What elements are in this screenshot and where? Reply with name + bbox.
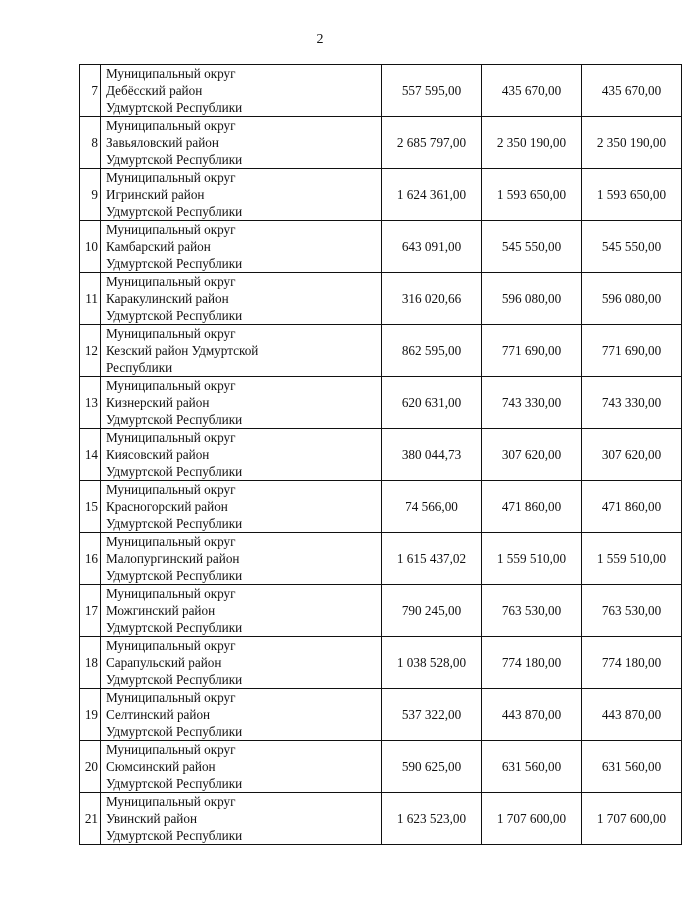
amount-year-2: 743 330,00 (482, 377, 582, 429)
amount-year-1: 862 595,00 (382, 325, 482, 377)
row-number: 18 (80, 637, 101, 689)
amount-year-1: 537 322,00 (382, 689, 482, 741)
amount-year-2: 545 550,00 (482, 221, 582, 273)
amount-year-3: 743 330,00 (582, 377, 682, 429)
municipality-name-line: Сарапульский район (106, 655, 222, 670)
amount-year-1: 620 631,00 (382, 377, 482, 429)
amount-year-3: 435 670,00 (582, 65, 682, 117)
row-number: 8 (80, 117, 101, 169)
municipality-name-line: Кизнерский район (106, 395, 210, 410)
municipality-name-line: Удмуртской Республики (106, 100, 243, 115)
municipality-name-line: Муниципальный округ (106, 586, 236, 601)
amount-year-2: 2 350 190,00 (482, 117, 582, 169)
amount-year-2: 443 870,00 (482, 689, 582, 741)
row-number: 10 (80, 221, 101, 273)
amount-year-3: 1 707 600,00 (582, 793, 682, 845)
amount-year-3: 631 560,00 (582, 741, 682, 793)
row-number: 15 (80, 481, 101, 533)
table-row (80, 585, 682, 637)
amount-year-2: 774 180,00 (482, 637, 582, 689)
municipality-name (101, 533, 382, 585)
municipality-name (101, 221, 382, 273)
table-row (80, 117, 682, 169)
table-row (80, 689, 682, 741)
amount-year-2: 631 560,00 (482, 741, 582, 793)
municipality-name-line: Муниципальный округ (106, 66, 236, 81)
municipality-name-line: Завьяловский район (106, 135, 219, 150)
municipality-name-line: Муниципальный округ (106, 638, 236, 653)
amount-year-3: 2 350 190,00 (582, 117, 682, 169)
amount-year-1: 790 245,00 (382, 585, 482, 637)
table-row (80, 429, 682, 481)
amount-year-1: 316 020,66 (382, 273, 482, 325)
municipality-name (101, 481, 382, 533)
amount-year-2: 435 670,00 (482, 65, 582, 117)
row-number: 14 (80, 429, 101, 481)
municipality-name-line: Муниципальный округ (106, 430, 236, 445)
row-number: 16 (80, 533, 101, 585)
amount-year-3: 1 559 510,00 (582, 533, 682, 585)
row-number: 20 (80, 741, 101, 793)
amount-year-2: 771 690,00 (482, 325, 582, 377)
municipality-name-line: Республики (106, 360, 173, 375)
row-number: 7 (80, 65, 101, 117)
municipality-name-line: Муниципальный округ (106, 378, 236, 393)
amount-year-1: 557 595,00 (382, 65, 482, 117)
amount-year-2: 1 593 650,00 (482, 169, 582, 221)
amount-year-1: 643 091,00 (382, 221, 482, 273)
amount-year-2: 307 620,00 (482, 429, 582, 481)
amount-year-1: 380 044,73 (382, 429, 482, 481)
row-number: 17 (80, 585, 101, 637)
municipality-name-line: Удмуртской Республики (106, 568, 243, 583)
municipality-name-line: Удмуртской Республики (106, 724, 243, 739)
table-row (80, 65, 682, 117)
budget-table (79, 64, 682, 845)
municipality-name (101, 325, 382, 377)
amount-year-1: 590 625,00 (382, 741, 482, 793)
row-number: 19 (80, 689, 101, 741)
municipality-name-line: Дебёсский район (106, 83, 203, 98)
municipality-name-line: Камбарский район (106, 239, 211, 254)
municipality-name (101, 377, 382, 429)
table-row (80, 637, 682, 689)
table-body (80, 65, 682, 845)
municipality-name (101, 65, 382, 117)
municipality-name (101, 689, 382, 741)
row-number: 13 (80, 377, 101, 429)
row-number: 11 (80, 273, 101, 325)
municipality-name-line: Кезский район Удмуртской (106, 343, 259, 358)
amount-year-1: 1 038 528,00 (382, 637, 482, 689)
table-row (80, 221, 682, 273)
amount-year-3: 471 860,00 (582, 481, 682, 533)
amount-year-1: 1 624 361,00 (382, 169, 482, 221)
municipality-name-line: Удмуртской Республики (106, 308, 243, 323)
municipality-name (101, 429, 382, 481)
municipality-name-line: Муниципальный округ (106, 118, 236, 133)
municipality-name-line: Игринский район (106, 187, 205, 202)
municipality-name-line: Муниципальный округ (106, 170, 236, 185)
amount-year-2: 1 707 600,00 (482, 793, 582, 845)
amount-year-3: 307 620,00 (582, 429, 682, 481)
municipality-name-line: Удмуртской Республики (106, 828, 243, 843)
municipality-name-line: Киясовский район (106, 447, 210, 462)
municipality-name-line: Муниципальный округ (106, 742, 236, 757)
amount-year-2: 596 080,00 (482, 273, 582, 325)
amount-year-3: 443 870,00 (582, 689, 682, 741)
table-row (80, 377, 682, 429)
municipality-name-line: Можгинский район (106, 603, 216, 618)
municipality-name-line: Удмуртской Республики (106, 620, 243, 635)
amount-year-2: 763 530,00 (482, 585, 582, 637)
municipality-name-line: Удмуртской Республики (106, 204, 243, 219)
municipality-name-line: Селтинский район (106, 707, 211, 722)
table-row (80, 533, 682, 585)
amount-year-2: 1 559 510,00 (482, 533, 582, 585)
municipality-name-line: Муниципальный округ (106, 534, 236, 549)
municipality-name-line: Удмуртской Республики (106, 516, 243, 531)
amount-year-3: 596 080,00 (582, 273, 682, 325)
municipality-name-line: Малопургинский район (106, 551, 240, 566)
amount-year-1: 74 566,00 (382, 481, 482, 533)
municipality-name-line: Муниципальный округ (106, 274, 236, 289)
table-row (80, 793, 682, 845)
municipality-name (101, 117, 382, 169)
amount-year-1: 2 685 797,00 (382, 117, 482, 169)
table-row (80, 169, 682, 221)
amount-year-1: 1 623 523,00 (382, 793, 482, 845)
municipality-name-line: Муниципальный округ (106, 482, 236, 497)
table-row (80, 325, 682, 377)
municipality-name (101, 169, 382, 221)
row-number: 12 (80, 325, 101, 377)
table-row (80, 273, 682, 325)
municipality-name-line: Сюмсинский район (106, 759, 216, 774)
municipality-name-line: Каракулинский район (106, 291, 229, 306)
row-number: 21 (80, 793, 101, 845)
municipality-name (101, 637, 382, 689)
municipality-name (101, 741, 382, 793)
municipality-name (101, 585, 382, 637)
page-number: 2 (316, 32, 324, 47)
municipality-name-line: Муниципальный округ (106, 794, 236, 809)
amount-year-3: 763 530,00 (582, 585, 682, 637)
table-row (80, 481, 682, 533)
table-row (80, 741, 682, 793)
amount-year-1: 1 615 437,02 (382, 533, 482, 585)
amount-year-3: 774 180,00 (582, 637, 682, 689)
municipality-name-line: Муниципальный округ (106, 222, 236, 237)
row-number: 9 (80, 169, 101, 221)
municipality-name (101, 793, 382, 845)
municipality-name-line: Удмуртской Республики (106, 152, 243, 167)
municipality-name-line: Удмуртской Республики (106, 412, 243, 427)
amount-year-3: 771 690,00 (582, 325, 682, 377)
municipality-name-line: Удмуртской Республики (106, 256, 243, 271)
municipality-name-line: Удмуртской Республики (106, 464, 243, 479)
amount-year-2: 471 860,00 (482, 481, 582, 533)
municipality-name-line: Удмуртской Республики (106, 776, 243, 791)
municipality-name-line: Муниципальный округ (106, 326, 236, 341)
municipality-name-line: Увинский район (106, 811, 198, 826)
municipality-name-line: Красногорский район (106, 499, 228, 514)
municipality-name-line: Муниципальный округ (106, 690, 236, 705)
amount-year-3: 545 550,00 (582, 221, 682, 273)
amount-year-3: 1 593 650,00 (582, 169, 682, 221)
municipality-name-line: Удмуртской Республики (106, 672, 243, 687)
municipality-name (101, 273, 382, 325)
